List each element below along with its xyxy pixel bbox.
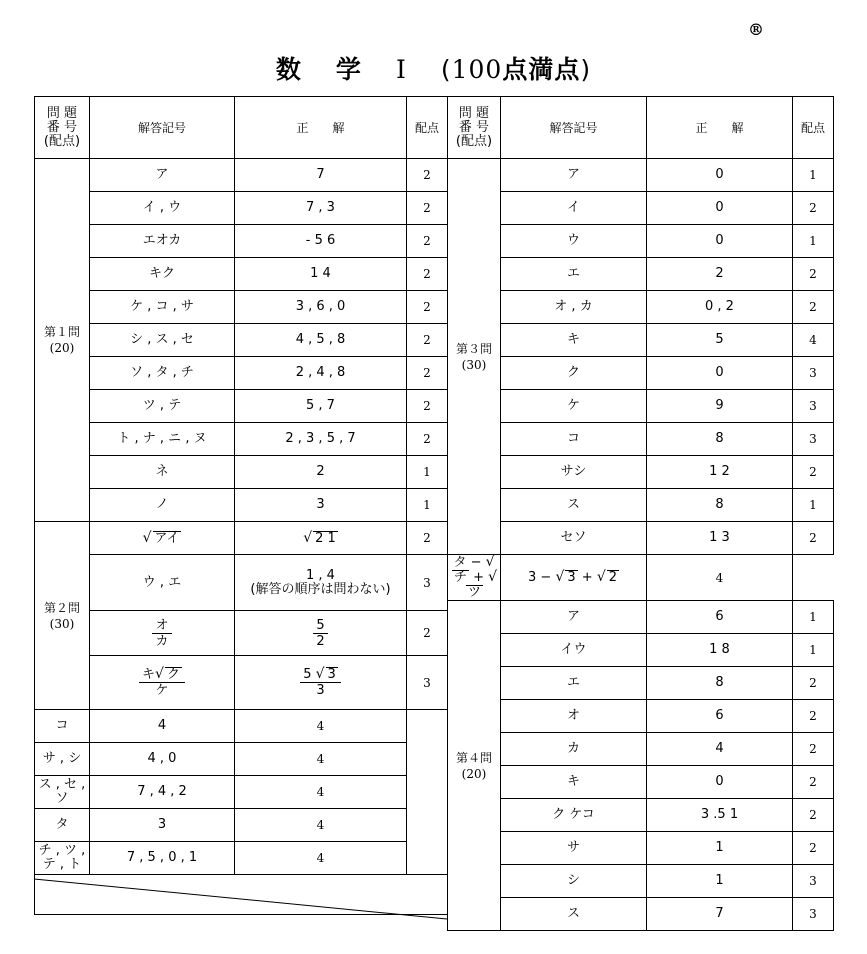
table-row xyxy=(448,522,834,555)
table-row xyxy=(35,225,448,258)
answer-symbol: サ xyxy=(501,832,647,865)
points-value: 3 xyxy=(793,423,834,456)
table-row xyxy=(448,766,834,799)
answer-symbol: シ xyxy=(501,865,647,898)
points-value: 2 xyxy=(793,258,834,291)
table-row xyxy=(35,776,448,809)
points-value: 2 xyxy=(793,832,834,865)
correct-answer: 4 xyxy=(647,733,793,766)
answer-symbol: エ xyxy=(501,258,647,291)
points-value: 2 xyxy=(407,192,448,225)
answer-symbol: オ xyxy=(501,700,647,733)
section-q4: 第４問 (20) xyxy=(448,601,501,931)
table-row xyxy=(448,667,834,700)
correct-answer: 0 xyxy=(647,225,793,258)
points-value: 4 xyxy=(235,776,407,809)
answer-symbol: チ , ツ , テ , ト xyxy=(35,842,90,875)
answer-symbol: ス , セ , ソ xyxy=(35,776,90,809)
answer-symbol: ケ , コ , サ xyxy=(90,291,235,324)
header-row xyxy=(448,97,834,159)
correct-answer: 0 xyxy=(647,766,793,799)
points-value: 2 xyxy=(793,733,834,766)
points-value: 3 xyxy=(793,898,834,931)
table-row xyxy=(35,710,448,743)
blank-cell xyxy=(35,875,448,915)
table-row xyxy=(35,555,448,611)
answer-symbol: ア xyxy=(90,159,235,192)
points-value: 1 xyxy=(793,225,834,258)
correct-answer: 3 , 6 , 0 xyxy=(235,291,407,324)
table-row xyxy=(35,743,448,776)
table-row xyxy=(35,656,448,710)
points-value: 4 xyxy=(235,842,407,875)
correct-answer-header: 正 解 xyxy=(647,97,793,159)
correct-answer: 3 .5 1 xyxy=(647,799,793,832)
points-value: 2 xyxy=(793,799,834,832)
correct-answer-header: 正 解 xyxy=(235,97,407,159)
answer-symbol: キ xyxy=(501,324,647,357)
blank-row xyxy=(35,875,448,915)
correct-answer: 2 xyxy=(647,258,793,291)
points-value: 2 xyxy=(407,390,448,423)
points-value: 2 xyxy=(793,766,834,799)
correct-answer: 5 , 7 xyxy=(235,390,407,423)
table-row xyxy=(448,258,834,291)
title-open-paren: ( xyxy=(440,55,452,84)
points-value: 4 xyxy=(647,555,793,601)
title-points-label: 点満点 xyxy=(502,55,581,84)
answer-table-right xyxy=(447,96,834,931)
correct-answer: 2 , 3 , 5 , 7 xyxy=(235,423,407,456)
title-subject-2: 学 xyxy=(335,55,362,84)
table-row xyxy=(35,324,448,357)
title-roman: Ⅰ xyxy=(395,55,407,84)
points-value: 2 xyxy=(793,522,834,555)
page-title xyxy=(0,50,867,86)
answer-symbol-header: 解答記号 xyxy=(501,97,647,159)
points-value: 1 xyxy=(793,489,834,522)
points-value: 4 xyxy=(235,743,407,776)
correct-answer: 4 xyxy=(90,710,235,743)
correct-answer: 1 2 xyxy=(647,456,793,489)
answer-symbol: イウ xyxy=(501,634,647,667)
answer-symbol: ト , ナ , ニ , ヌ xyxy=(90,423,235,456)
correct-answer: 7 xyxy=(235,159,407,192)
table-row xyxy=(35,611,448,656)
answer-symbol: ノ xyxy=(90,489,235,522)
points-value: 2 xyxy=(407,225,448,258)
answer-symbol: タ − √チ + √ツ xyxy=(448,555,501,601)
points-value: 1 xyxy=(793,601,834,634)
points-value: 2 xyxy=(793,291,834,324)
correct-answer: 3 xyxy=(90,809,235,842)
table-row xyxy=(35,192,448,225)
table-row xyxy=(448,733,834,766)
table-row xyxy=(448,192,834,225)
points-value: 3 xyxy=(407,656,448,710)
points-value: 2 xyxy=(407,611,448,656)
answer-symbol: ア xyxy=(501,159,647,192)
answer-symbol: ウ xyxy=(501,225,647,258)
answer-note: (解答の順序は問わない) xyxy=(250,581,391,597)
table-row xyxy=(35,390,448,423)
answer-symbol: セソ xyxy=(501,522,647,555)
answer-symbol: イ , ウ xyxy=(90,192,235,225)
answer-symbol: キ xyxy=(501,766,647,799)
answer-symbol: ソ , タ , チ xyxy=(90,357,235,390)
table-row xyxy=(448,601,834,634)
section-q2: 第２問 (30) xyxy=(35,522,90,710)
points-value: 2 xyxy=(407,522,448,555)
answer-symbol: ア xyxy=(501,601,647,634)
correct-answer: 5 xyxy=(647,324,793,357)
answer-symbol: エ xyxy=(501,667,647,700)
correct-answer: 1 3 xyxy=(647,522,793,555)
table-row xyxy=(35,423,448,456)
problem-number-header: 問 題 番 号 (配点) xyxy=(448,97,501,159)
points-value: 2 xyxy=(407,357,448,390)
answer-symbol: オ , カ xyxy=(501,291,647,324)
answer-symbol: ス xyxy=(501,489,647,522)
answer-symbol: $\frac{\text{キ√ ク}}{\text{ケ}}$ xyxy=(90,656,235,710)
points-value: 2 xyxy=(407,159,448,192)
points-value: 1 xyxy=(407,489,448,522)
answer-symbol: コ xyxy=(35,710,90,743)
table-row xyxy=(448,423,834,456)
correct-answer: 8 xyxy=(647,423,793,456)
answer-symbol: ウ , エ xyxy=(90,555,235,611)
correct-answer: 7 , 4 , 2 xyxy=(90,776,235,809)
correct-answer: 6 xyxy=(647,700,793,733)
table-row xyxy=(35,489,448,522)
title-points: 100 xyxy=(451,55,503,84)
table-row xyxy=(35,258,448,291)
points-value: 4 xyxy=(235,710,407,743)
answer-symbol: コ xyxy=(501,423,647,456)
correct-answer: $\frac{5 √ 3}{3}$ xyxy=(235,656,407,710)
title-subject-1: 数 xyxy=(275,55,302,84)
table-row xyxy=(448,832,834,865)
answer-table-left xyxy=(34,96,448,915)
answer-symbol: √ アイ xyxy=(90,522,235,555)
correct-answer: 9 xyxy=(647,390,793,423)
points-value: 2 xyxy=(407,291,448,324)
table-row xyxy=(448,225,834,258)
correct-answer: 8 xyxy=(647,667,793,700)
registered-mark: ® xyxy=(748,20,764,39)
correct-answer: 1 xyxy=(647,832,793,865)
correct-answer: 8 xyxy=(647,489,793,522)
table-row xyxy=(35,291,448,324)
correct-answer: 3 xyxy=(235,489,407,522)
answer-symbol: キク xyxy=(90,258,235,291)
table-row xyxy=(448,555,834,601)
table-row xyxy=(448,634,834,667)
points-value: 1 xyxy=(793,159,834,192)
correct-answer: 3 − √ 3 + √ 2 xyxy=(501,555,647,601)
points-value: 3 xyxy=(407,555,448,611)
answer-symbol: タ xyxy=(35,809,90,842)
points-value: 3 xyxy=(793,865,834,898)
points-value: 3 xyxy=(793,357,834,390)
answer-symbol: シ , ス , セ xyxy=(90,324,235,357)
table-row xyxy=(448,159,834,192)
answer-symbol: ス xyxy=(501,898,647,931)
table-row xyxy=(448,865,834,898)
points-value: 2 xyxy=(407,258,448,291)
answer-symbol: ク xyxy=(501,357,647,390)
answer-symbol: ク ケコ xyxy=(501,799,647,832)
points-value: 2 xyxy=(793,667,834,700)
correct-answer: 7 xyxy=(647,898,793,931)
table-row xyxy=(35,357,448,390)
section-q1: 第１問 (20) xyxy=(35,159,90,522)
points-value: 4 xyxy=(793,324,834,357)
answer-symbol: エオカ xyxy=(90,225,235,258)
correct-answer: 4 , 5 , 8 xyxy=(235,324,407,357)
correct-answer: 0 , 2 xyxy=(647,291,793,324)
section-q3: 第３問 (30) xyxy=(448,159,501,555)
table-row xyxy=(448,390,834,423)
answer-symbol: ケ xyxy=(501,390,647,423)
table-row xyxy=(35,522,448,555)
points-header: 配点 xyxy=(407,97,448,159)
correct-answer: 6 xyxy=(647,601,793,634)
title-close-paren: ) xyxy=(580,55,592,84)
table-row xyxy=(448,291,834,324)
correct-answer: 1 , 4 (解答の順序は問わない) xyxy=(235,555,407,611)
points-value: 2 xyxy=(407,324,448,357)
points-value: 2 xyxy=(793,700,834,733)
correct-answer: - 5 6 xyxy=(235,225,407,258)
table-row xyxy=(35,842,448,875)
table-row xyxy=(448,700,834,733)
answer-symbol-header: 解答記号 xyxy=(90,97,235,159)
table-row xyxy=(448,357,834,390)
correct-answer: 0 xyxy=(647,357,793,390)
table-row xyxy=(35,809,448,842)
answer-symbol: イ xyxy=(501,192,647,225)
answer-symbol: サ , シ xyxy=(35,743,90,776)
correct-answer: 1 8 xyxy=(647,634,793,667)
answer-symbol: カ xyxy=(501,733,647,766)
points-value: 2 xyxy=(407,423,448,456)
points-header: 配点 xyxy=(793,97,834,159)
header-row xyxy=(35,97,448,159)
table-row xyxy=(35,159,448,192)
points-value: 2 xyxy=(793,456,834,489)
problem-number-header: 問 題 番 号 (配点) xyxy=(35,97,90,159)
table-row xyxy=(448,799,834,832)
answer-symbol: $\frac{\text{オ}}{\text{カ}}$ xyxy=(90,611,235,656)
points-value: 1 xyxy=(407,456,448,489)
points-value: 2 xyxy=(793,192,834,225)
answer-symbol: サシ xyxy=(501,456,647,489)
correct-answer: 0 xyxy=(647,159,793,192)
table-row xyxy=(448,898,834,931)
correct-answer: 4 , 0 xyxy=(90,743,235,776)
table-row xyxy=(448,324,834,357)
correct-answer: 0 xyxy=(647,192,793,225)
correct-answer: 7 , 5 , 0 , 1 xyxy=(90,842,235,875)
correct-answer: √ 2 1 xyxy=(235,522,407,555)
correct-answer: $\frac{5}{2}$ xyxy=(235,611,407,656)
correct-answer: 2 , 4 , 8 xyxy=(235,357,407,390)
table-row xyxy=(448,456,834,489)
table-row xyxy=(448,489,834,522)
correct-answer: 2 xyxy=(235,456,407,489)
points-value: 1 xyxy=(793,634,834,667)
answer-symbol: ネ xyxy=(90,456,235,489)
correct-answer: 1 xyxy=(647,865,793,898)
table-row xyxy=(35,456,448,489)
points-value: 3 xyxy=(793,390,834,423)
answer-symbol: ツ , テ xyxy=(90,390,235,423)
correct-answer: 7 , 3 xyxy=(235,192,407,225)
correct-answer: 1 4 xyxy=(235,258,407,291)
points-value: 4 xyxy=(235,809,407,842)
